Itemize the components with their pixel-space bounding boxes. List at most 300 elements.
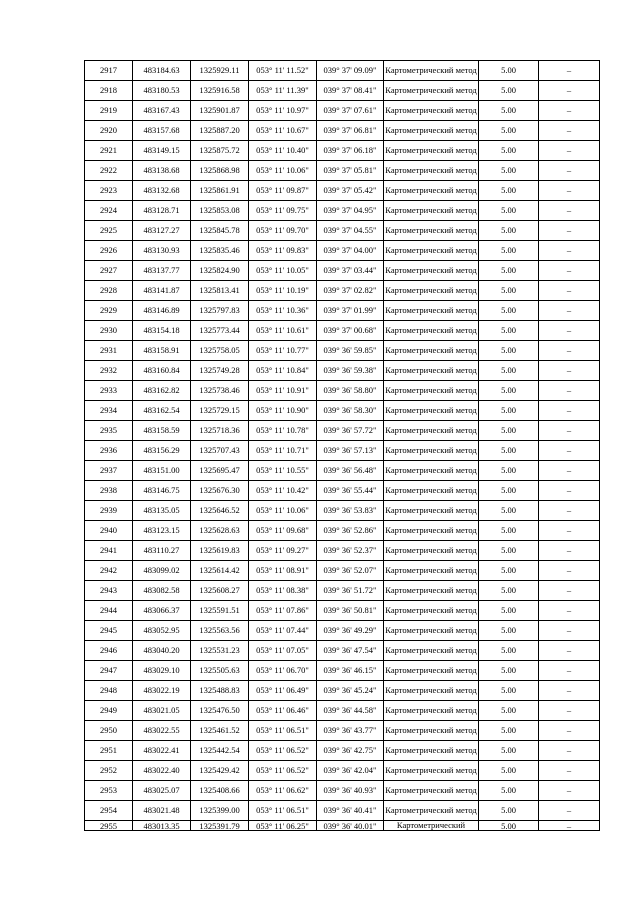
longitude-cell: 039° 36' 40.41" bbox=[317, 801, 384, 821]
y-coordinate-cell: 1325408.66 bbox=[191, 781, 249, 801]
table-row bbox=[85, 741, 600, 761]
table-row bbox=[85, 201, 600, 221]
longitude-cell: 039° 37' 04.95" bbox=[317, 201, 384, 221]
longitude-cell: 039° 36' 44.58" bbox=[317, 701, 384, 721]
longitude-cell: 039° 36' 45.24" bbox=[317, 681, 384, 701]
point-number-cell: 2920 bbox=[85, 121, 133, 141]
accuracy-cell: 5.00 bbox=[479, 121, 539, 141]
table-row bbox=[85, 721, 600, 741]
point-number-cell: 2955 bbox=[85, 821, 133, 831]
longitude-cell: 039° 36' 43.77" bbox=[317, 721, 384, 741]
method-cell: Картометрический bbox=[384, 821, 479, 831]
accuracy-cell: 5.00 bbox=[479, 821, 539, 831]
method-cell: Картометрический метод bbox=[384, 241, 479, 261]
method-cell: Картометрический метод bbox=[384, 681, 479, 701]
accuracy-cell: 5.00 bbox=[479, 181, 539, 201]
note-cell: – bbox=[539, 181, 600, 201]
method-cell: Картометрический метод bbox=[384, 421, 479, 441]
y-coordinate-cell: 1325738.46 bbox=[191, 381, 249, 401]
y-coordinate-cell: 1325619.83 bbox=[191, 541, 249, 561]
y-coordinate-cell: 1325628.63 bbox=[191, 521, 249, 541]
table-row bbox=[85, 161, 600, 181]
x-coordinate-cell: 483137.77 bbox=[133, 261, 191, 281]
point-number-cell: 2929 bbox=[85, 301, 133, 321]
table-row bbox=[85, 421, 600, 441]
note-cell: – bbox=[539, 561, 600, 581]
note-cell: – bbox=[539, 741, 600, 761]
point-number-cell: 2917 bbox=[85, 61, 133, 81]
method-cell: Картометрический метод bbox=[384, 221, 479, 241]
y-coordinate-cell: 1325875.72 bbox=[191, 141, 249, 161]
point-number-cell: 2923 bbox=[85, 181, 133, 201]
latitude-cell: 053° 11' 08.38" bbox=[249, 581, 317, 601]
longitude-cell: 039° 36' 40.01" bbox=[317, 821, 384, 831]
table-row bbox=[85, 61, 600, 81]
coordinates-table-body bbox=[85, 61, 600, 831]
y-coordinate-cell: 1325835.46 bbox=[191, 241, 249, 261]
method-cell: Картометрический метод bbox=[384, 401, 479, 421]
y-coordinate-cell: 1325676.30 bbox=[191, 481, 249, 501]
latitude-cell: 053° 11' 11.39" bbox=[249, 81, 317, 101]
accuracy-cell: 5.00 bbox=[479, 661, 539, 681]
note-cell: – bbox=[539, 101, 600, 121]
longitude-cell: 039° 36' 42.75" bbox=[317, 741, 384, 761]
method-cell: Картометрический метод bbox=[384, 121, 479, 141]
x-coordinate-cell: 483128.71 bbox=[133, 201, 191, 221]
longitude-cell: 039° 37' 07.61" bbox=[317, 101, 384, 121]
longitude-cell: 039° 37' 04.00" bbox=[317, 241, 384, 261]
x-coordinate-cell: 483146.89 bbox=[133, 301, 191, 321]
point-number-cell: 2935 bbox=[85, 421, 133, 441]
note-cell: – bbox=[539, 81, 600, 101]
x-coordinate-cell: 483135.05 bbox=[133, 501, 191, 521]
x-coordinate-cell: 483025.07 bbox=[133, 781, 191, 801]
note-cell: – bbox=[539, 421, 600, 441]
x-coordinate-cell: 483029.10 bbox=[133, 661, 191, 681]
method-cell: Картометрический метод bbox=[384, 581, 479, 601]
latitude-cell: 053° 11' 08.91" bbox=[249, 561, 317, 581]
x-coordinate-cell: 483021.48 bbox=[133, 801, 191, 821]
table-row bbox=[85, 81, 600, 101]
note-cell: – bbox=[539, 501, 600, 521]
longitude-cell: 039° 36' 51.72" bbox=[317, 581, 384, 601]
method-cell: Картометрический метод bbox=[384, 701, 479, 721]
point-number-cell: 2954 bbox=[85, 801, 133, 821]
accuracy-cell: 5.00 bbox=[479, 461, 539, 481]
latitude-cell: 053° 11' 06.62" bbox=[249, 781, 317, 801]
method-cell: Картометрический метод bbox=[384, 721, 479, 741]
note-cell: – bbox=[539, 361, 600, 381]
note-cell: – bbox=[539, 161, 600, 181]
note-cell: – bbox=[539, 441, 600, 461]
table-row bbox=[85, 361, 600, 381]
accuracy-cell: 5.00 bbox=[479, 781, 539, 801]
table-row bbox=[85, 121, 600, 141]
y-coordinate-cell: 1325461.52 bbox=[191, 721, 249, 741]
accuracy-cell: 5.00 bbox=[479, 741, 539, 761]
method-cell: Картометрический метод bbox=[384, 641, 479, 661]
latitude-cell: 053° 11' 10.67" bbox=[249, 121, 317, 141]
x-coordinate-cell: 483184.63 bbox=[133, 61, 191, 81]
table-row bbox=[85, 341, 600, 361]
longitude-cell: 039° 36' 55.44" bbox=[317, 481, 384, 501]
method-cell: Картометрический метод bbox=[384, 501, 479, 521]
y-coordinate-cell: 1325749.28 bbox=[191, 361, 249, 381]
latitude-cell: 053° 11' 10.40" bbox=[249, 141, 317, 161]
y-coordinate-cell: 1325707.43 bbox=[191, 441, 249, 461]
note-cell: – bbox=[539, 581, 600, 601]
x-coordinate-cell: 483022.55 bbox=[133, 721, 191, 741]
note-cell: – bbox=[539, 121, 600, 141]
note-cell: – bbox=[539, 61, 600, 81]
longitude-cell: 039° 36' 40.93" bbox=[317, 781, 384, 801]
note-cell: – bbox=[539, 641, 600, 661]
longitude-cell: 039° 36' 57.13" bbox=[317, 441, 384, 461]
longitude-cell: 039° 37' 08.41" bbox=[317, 81, 384, 101]
latitude-cell: 053° 11' 10.97" bbox=[249, 101, 317, 121]
method-cell: Картометрический метод bbox=[384, 261, 479, 281]
method-cell: Картометрический метод bbox=[384, 521, 479, 541]
accuracy-cell: 5.00 bbox=[479, 481, 539, 501]
accuracy-cell: 5.00 bbox=[479, 381, 539, 401]
y-coordinate-cell: 1325853.08 bbox=[191, 201, 249, 221]
y-coordinate-cell: 1325563.56 bbox=[191, 621, 249, 641]
longitude-cell: 039° 37' 05.81" bbox=[317, 161, 384, 181]
x-coordinate-cell: 483132.68 bbox=[133, 181, 191, 201]
method-cell: Картометрический метод bbox=[384, 301, 479, 321]
y-coordinate-cell: 1325591.51 bbox=[191, 601, 249, 621]
table-row bbox=[85, 601, 600, 621]
point-number-cell: 2919 bbox=[85, 101, 133, 121]
coordinates-table bbox=[84, 60, 600, 831]
table-row bbox=[85, 261, 600, 281]
point-number-cell: 2944 bbox=[85, 601, 133, 621]
method-cell: Картометрический метод bbox=[384, 81, 479, 101]
y-coordinate-cell: 1325429.42 bbox=[191, 761, 249, 781]
method-cell: Картометрический метод bbox=[384, 361, 479, 381]
x-coordinate-cell: 483158.91 bbox=[133, 341, 191, 361]
note-cell: – bbox=[539, 141, 600, 161]
latitude-cell: 053° 11' 09.83" bbox=[249, 241, 317, 261]
y-coordinate-cell: 1325476.50 bbox=[191, 701, 249, 721]
x-coordinate-cell: 483167.43 bbox=[133, 101, 191, 121]
table-row bbox=[85, 541, 600, 561]
latitude-cell: 053° 11' 06.51" bbox=[249, 721, 317, 741]
y-coordinate-cell: 1325773.44 bbox=[191, 321, 249, 341]
y-coordinate-cell: 1325608.27 bbox=[191, 581, 249, 601]
longitude-cell: 039° 36' 57.72" bbox=[317, 421, 384, 441]
point-number-cell: 2932 bbox=[85, 361, 133, 381]
y-coordinate-cell: 1325505.63 bbox=[191, 661, 249, 681]
x-coordinate-cell: 483013.35 bbox=[133, 821, 191, 831]
method-cell: Картометрический метод bbox=[384, 601, 479, 621]
latitude-cell: 053° 11' 10.42" bbox=[249, 481, 317, 501]
longitude-cell: 039° 36' 58.30" bbox=[317, 401, 384, 421]
longitude-cell: 039° 36' 47.54" bbox=[317, 641, 384, 661]
x-coordinate-cell: 483127.27 bbox=[133, 221, 191, 241]
table-row bbox=[85, 701, 600, 721]
accuracy-cell: 5.00 bbox=[479, 341, 539, 361]
note-cell: – bbox=[539, 401, 600, 421]
table-row bbox=[85, 181, 600, 201]
latitude-cell: 053° 11' 10.06" bbox=[249, 501, 317, 521]
x-coordinate-cell: 483022.41 bbox=[133, 741, 191, 761]
x-coordinate-cell: 483040.20 bbox=[133, 641, 191, 661]
accuracy-cell: 5.00 bbox=[479, 441, 539, 461]
latitude-cell: 053° 11' 10.36" bbox=[249, 301, 317, 321]
accuracy-cell: 5.00 bbox=[479, 721, 539, 741]
method-cell: Картометрический метод bbox=[384, 621, 479, 641]
table-row bbox=[85, 781, 600, 801]
longitude-cell: 039° 36' 52.86" bbox=[317, 521, 384, 541]
table-row bbox=[85, 461, 600, 481]
longitude-cell: 039° 36' 49.29" bbox=[317, 621, 384, 641]
latitude-cell: 053° 11' 09.27" bbox=[249, 541, 317, 561]
point-number-cell: 2918 bbox=[85, 81, 133, 101]
method-cell: Картометрический метод bbox=[384, 781, 479, 801]
point-number-cell: 2950 bbox=[85, 721, 133, 741]
accuracy-cell: 5.00 bbox=[479, 561, 539, 581]
point-number-cell: 2922 bbox=[85, 161, 133, 181]
note-cell: – bbox=[539, 621, 600, 641]
table-row bbox=[85, 621, 600, 641]
note-cell: – bbox=[539, 701, 600, 721]
latitude-cell: 053° 11' 10.71" bbox=[249, 441, 317, 461]
method-cell: Картометрический метод bbox=[384, 181, 479, 201]
point-number-cell: 2924 bbox=[85, 201, 133, 221]
y-coordinate-cell: 1325868.98 bbox=[191, 161, 249, 181]
x-coordinate-cell: 483052.95 bbox=[133, 621, 191, 641]
x-coordinate-cell: 483138.68 bbox=[133, 161, 191, 181]
point-number-cell: 2925 bbox=[85, 221, 133, 241]
note-cell: – bbox=[539, 521, 600, 541]
y-coordinate-cell: 1325901.87 bbox=[191, 101, 249, 121]
point-number-cell: 2939 bbox=[85, 501, 133, 521]
method-cell: Картометрический метод bbox=[384, 741, 479, 761]
note-cell: – bbox=[539, 721, 600, 741]
longitude-cell: 039° 37' 01.99" bbox=[317, 301, 384, 321]
note-cell: – bbox=[539, 461, 600, 481]
accuracy-cell: 5.00 bbox=[479, 201, 539, 221]
note-cell: – bbox=[539, 821, 600, 831]
point-number-cell: 2930 bbox=[85, 321, 133, 341]
table-row bbox=[85, 661, 600, 681]
x-coordinate-cell: 483149.15 bbox=[133, 141, 191, 161]
accuracy-cell: 5.00 bbox=[479, 681, 539, 701]
method-cell: Картометрический метод bbox=[384, 101, 479, 121]
table-row bbox=[85, 801, 600, 821]
accuracy-cell: 5.00 bbox=[479, 801, 539, 821]
latitude-cell: 053° 11' 10.06" bbox=[249, 161, 317, 181]
point-number-cell: 2931 bbox=[85, 341, 133, 361]
note-cell: – bbox=[539, 681, 600, 701]
note-cell: – bbox=[539, 541, 600, 561]
note-cell: – bbox=[539, 281, 600, 301]
y-coordinate-cell: 1325758.05 bbox=[191, 341, 249, 361]
accuracy-cell: 5.00 bbox=[479, 321, 539, 341]
y-coordinate-cell: 1325845.78 bbox=[191, 221, 249, 241]
point-number-cell: 2947 bbox=[85, 661, 133, 681]
table-row bbox=[85, 641, 600, 661]
y-coordinate-cell: 1325916.58 bbox=[191, 81, 249, 101]
latitude-cell: 053° 11' 10.61" bbox=[249, 321, 317, 341]
latitude-cell: 053° 11' 10.55" bbox=[249, 461, 317, 481]
point-number-cell: 2943 bbox=[85, 581, 133, 601]
latitude-cell: 053° 11' 10.90" bbox=[249, 401, 317, 421]
x-coordinate-cell: 483154.18 bbox=[133, 321, 191, 341]
note-cell: – bbox=[539, 301, 600, 321]
x-coordinate-cell: 483123.15 bbox=[133, 521, 191, 541]
table-row bbox=[85, 821, 600, 831]
y-coordinate-cell: 1325929.11 bbox=[191, 61, 249, 81]
latitude-cell: 053° 11' 06.52" bbox=[249, 761, 317, 781]
longitude-cell: 039° 36' 46.15" bbox=[317, 661, 384, 681]
table-row bbox=[85, 141, 600, 161]
point-number-cell: 2936 bbox=[85, 441, 133, 461]
x-coordinate-cell: 483099.02 bbox=[133, 561, 191, 581]
table-row bbox=[85, 681, 600, 701]
accuracy-cell: 5.00 bbox=[479, 521, 539, 541]
longitude-cell: 039° 36' 56.48" bbox=[317, 461, 384, 481]
latitude-cell: 053° 11' 10.84" bbox=[249, 361, 317, 381]
x-coordinate-cell: 483110.27 bbox=[133, 541, 191, 561]
latitude-cell: 053° 11' 09.87" bbox=[249, 181, 317, 201]
point-number-cell: 2952 bbox=[85, 761, 133, 781]
note-cell: – bbox=[539, 221, 600, 241]
point-number-cell: 2921 bbox=[85, 141, 133, 161]
table-row bbox=[85, 521, 600, 541]
method-cell: Картометрический метод bbox=[384, 541, 479, 561]
point-number-cell: 2926 bbox=[85, 241, 133, 261]
accuracy-cell: 5.00 bbox=[479, 701, 539, 721]
table-row bbox=[85, 481, 600, 501]
latitude-cell: 053° 11' 06.25" bbox=[249, 821, 317, 831]
longitude-cell: 039° 37' 06.81" bbox=[317, 121, 384, 141]
x-coordinate-cell: 483146.75 bbox=[133, 481, 191, 501]
latitude-cell: 053° 11' 10.19" bbox=[249, 281, 317, 301]
latitude-cell: 053° 11' 10.91" bbox=[249, 381, 317, 401]
latitude-cell: 053° 11' 06.51" bbox=[249, 801, 317, 821]
note-cell: – bbox=[539, 201, 600, 221]
longitude-cell: 039° 37' 09.09" bbox=[317, 61, 384, 81]
x-coordinate-cell: 483082.58 bbox=[133, 581, 191, 601]
point-number-cell: 2953 bbox=[85, 781, 133, 801]
table-row bbox=[85, 381, 600, 401]
accuracy-cell: 5.00 bbox=[479, 281, 539, 301]
accuracy-cell: 5.00 bbox=[479, 221, 539, 241]
longitude-cell: 039° 37' 00.68" bbox=[317, 321, 384, 341]
note-cell: – bbox=[539, 761, 600, 781]
point-number-cell: 2941 bbox=[85, 541, 133, 561]
table-row bbox=[85, 401, 600, 421]
y-coordinate-cell: 1325824.90 bbox=[191, 261, 249, 281]
table-row bbox=[85, 101, 600, 121]
table-row bbox=[85, 301, 600, 321]
longitude-cell: 039° 36' 53.83" bbox=[317, 501, 384, 521]
point-number-cell: 2945 bbox=[85, 621, 133, 641]
latitude-cell: 053° 11' 09.70" bbox=[249, 221, 317, 241]
accuracy-cell: 5.00 bbox=[479, 81, 539, 101]
longitude-cell: 039° 37' 02.82" bbox=[317, 281, 384, 301]
latitude-cell: 053° 11' 10.05" bbox=[249, 261, 317, 281]
note-cell: – bbox=[539, 781, 600, 801]
longitude-cell: 039° 37' 03.44" bbox=[317, 261, 384, 281]
point-number-cell: 2927 bbox=[85, 261, 133, 281]
x-coordinate-cell: 483130.93 bbox=[133, 241, 191, 261]
x-coordinate-cell: 483162.54 bbox=[133, 401, 191, 421]
y-coordinate-cell: 1325729.15 bbox=[191, 401, 249, 421]
latitude-cell: 053° 11' 06.52" bbox=[249, 741, 317, 761]
method-cell: Картометрический метод bbox=[384, 441, 479, 461]
accuracy-cell: 5.00 bbox=[479, 501, 539, 521]
x-coordinate-cell: 483141.87 bbox=[133, 281, 191, 301]
method-cell: Картометрический метод bbox=[384, 201, 479, 221]
latitude-cell: 053° 11' 07.05" bbox=[249, 641, 317, 661]
method-cell: Картометрический метод bbox=[384, 801, 479, 821]
accuracy-cell: 5.00 bbox=[479, 761, 539, 781]
accuracy-cell: 5.00 bbox=[479, 101, 539, 121]
longitude-cell: 039° 36' 50.81" bbox=[317, 601, 384, 621]
longitude-cell: 039° 36' 59.85" bbox=[317, 341, 384, 361]
latitude-cell: 053° 11' 11.52" bbox=[249, 61, 317, 81]
accuracy-cell: 5.00 bbox=[479, 601, 539, 621]
accuracy-cell: 5.00 bbox=[479, 301, 539, 321]
method-cell: Картометрический метод bbox=[384, 281, 479, 301]
point-number-cell: 2948 bbox=[85, 681, 133, 701]
note-cell: – bbox=[539, 661, 600, 681]
x-coordinate-cell: 483021.05 bbox=[133, 701, 191, 721]
y-coordinate-cell: 1325887.20 bbox=[191, 121, 249, 141]
y-coordinate-cell: 1325391.79 bbox=[191, 821, 249, 831]
accuracy-cell: 5.00 bbox=[479, 641, 539, 661]
y-coordinate-cell: 1325488.83 bbox=[191, 681, 249, 701]
x-coordinate-cell: 483066.37 bbox=[133, 601, 191, 621]
method-cell: Картометрический метод bbox=[384, 341, 479, 361]
point-number-cell: 2934 bbox=[85, 401, 133, 421]
note-cell: – bbox=[539, 601, 600, 621]
note-cell: – bbox=[539, 321, 600, 341]
note-cell: – bbox=[539, 381, 600, 401]
x-coordinate-cell: 483022.19 bbox=[133, 681, 191, 701]
table-row bbox=[85, 441, 600, 461]
latitude-cell: 053° 11' 06.49" bbox=[249, 681, 317, 701]
y-coordinate-cell: 1325813.41 bbox=[191, 281, 249, 301]
accuracy-cell: 5.00 bbox=[479, 141, 539, 161]
latitude-cell: 053° 11' 09.75" bbox=[249, 201, 317, 221]
x-coordinate-cell: 483162.82 bbox=[133, 381, 191, 401]
latitude-cell: 053° 11' 07.44" bbox=[249, 621, 317, 641]
x-coordinate-cell: 483156.29 bbox=[133, 441, 191, 461]
method-cell: Картометрический метод bbox=[384, 561, 479, 581]
table-row bbox=[85, 241, 600, 261]
y-coordinate-cell: 1325718.36 bbox=[191, 421, 249, 441]
accuracy-cell: 5.00 bbox=[479, 61, 539, 81]
longitude-cell: 039° 37' 05.42" bbox=[317, 181, 384, 201]
x-coordinate-cell: 483160.84 bbox=[133, 361, 191, 381]
longitude-cell: 039° 36' 52.07" bbox=[317, 561, 384, 581]
accuracy-cell: 5.00 bbox=[479, 261, 539, 281]
note-cell: – bbox=[539, 481, 600, 501]
y-coordinate-cell: 1325797.83 bbox=[191, 301, 249, 321]
note-cell: – bbox=[539, 801, 600, 821]
latitude-cell: 053° 11' 09.68" bbox=[249, 521, 317, 541]
method-cell: Картометрический метод bbox=[384, 141, 479, 161]
point-number-cell: 2942 bbox=[85, 561, 133, 581]
accuracy-cell: 5.00 bbox=[479, 161, 539, 181]
method-cell: Картометрический метод bbox=[384, 161, 479, 181]
point-number-cell: 2940 bbox=[85, 521, 133, 541]
point-number-cell: 2928 bbox=[85, 281, 133, 301]
